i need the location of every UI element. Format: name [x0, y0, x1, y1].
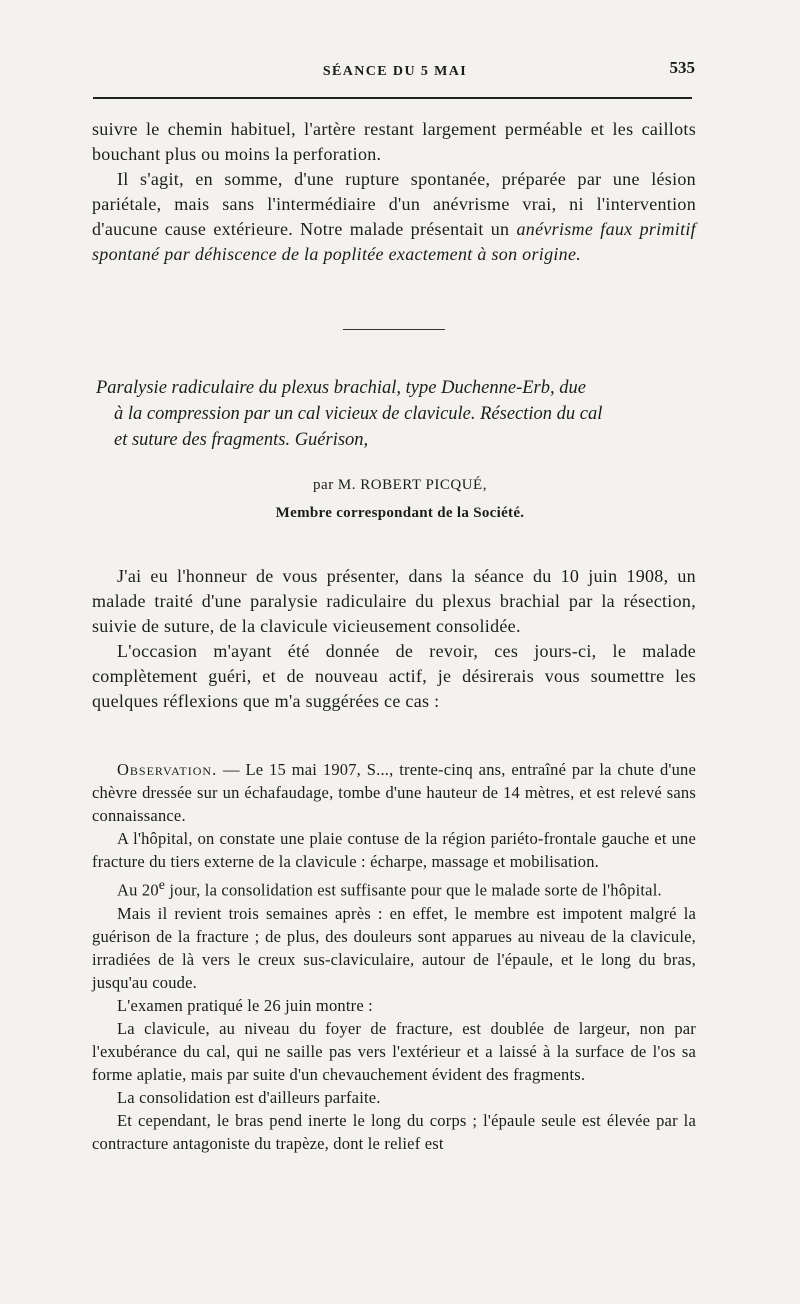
- article-title-line-1: Paralysie radiculaire du plexus brachial, type Duchenne-Erb, due: [96, 378, 586, 398]
- article-title: [96, 375, 696, 453]
- article-title-line-3: et suture des fragments. Guérison,: [114, 430, 369, 450]
- observation-paragraph-8: Et cependant, le bras pend inerte le long du corps ; l'épaule seule est élevée par la contracture antagoniste du trapèze, dont le relief est: [92, 1110, 696, 1153]
- author-byline: par M. ROBERT PICQUÉ,: [313, 477, 487, 493]
- continuation-paragraph-1: suivre le chemin habituel, l'artère restant largement perméable et les caillots bouchant plus ou moins la perforation.: [92, 119, 696, 164]
- observation-paragraph-7: La consolidation est d'ailleurs parfaite.: [117, 1087, 381, 1107]
- observation-paragraph-1-text: — Le 15 mai 1907, S..., trente-cinq ans, entraîné par la chute d'une chèvre dressée sur un échafaudage, tombe d'une hauteur de 14 mètres, et est relevé sans connaissance.: [92, 760, 696, 825]
- running-title: SÉANCE DU 5 MAI: [322, 64, 468, 79]
- continuation-paragraph-2-italic: anévrisme faux primitif spontané par déhiscence de la poplitée exactement à son origine.: [92, 219, 696, 264]
- observation-paragraph-3-end: jour, la consolidation est suffisante pour que le malade sorte de l'hôpital.: [165, 880, 662, 900]
- continuation-text: [92, 117, 696, 267]
- observation-paragraph-4: Mais il revient trois semaines après : en effet, le membre est impotent malgré la guérison de la fracture ; de plus, des douleurs sont apparues au niveau de la clavicule, irradiées de là vers le creux sus-claviculaire, autour de l'épaule, et le long du bras, jusqu'au coude.: [92, 903, 696, 992]
- author-affiliation: Membre correspondant de la Société.: [275, 505, 525, 521]
- header-rule: [93, 97, 692, 99]
- article-title-line-2: à la compression par un cal vicieux de clavicule. Résection du cal: [114, 404, 603, 424]
- observation-paragraph-3-start: Au 20: [117, 880, 159, 900]
- observation-label: Observation.: [117, 760, 218, 779]
- observation-section: [92, 758, 696, 1155]
- article-body: [92, 564, 696, 714]
- running-head: [95, 58, 695, 88]
- observation-paragraph-6: La clavicule, au niveau du foyer de fracture, est doublée de largeur, non par l'exubérance du cal, qui ne saille pas vers l'extérieur et a laissé à la surface de l'os sa forme aplatie, mais par suite d'un chevauchement évident des fragments.: [92, 1018, 696, 1084]
- observation-paragraph-5: L'examen pratiqué le 26 juin montre :: [117, 995, 373, 1015]
- body-paragraph-2: L'occasion m'ayant été donnée de revoir, ces jours-ci, le malade complètement guéri, et de nouveau actif, je désirerais vous soumettre les quelques réflexions que m'a suggérées ce cas :: [92, 641, 696, 711]
- section-separator: [343, 329, 445, 330]
- observation-paragraph-1: [92, 758, 696, 827]
- continuation-paragraph-2-text: Il s'agit, en somme, d'une rupture spontanée, préparée par une lésion pariétale, mais sans l'intermédiaire d'un anévrisme vrai, ni l'intervention d'aucune cause extérieure. Notre malade présentait un: [92, 169, 696, 239]
- ordinal-superscript: e: [158, 877, 166, 892]
- continuation-paragraph-2: [92, 167, 696, 267]
- body-paragraph-1: J'ai eu l'honneur de vous présenter, dans la séance du 10 juin 1908, un malade traité d'une paralysie radiculaire du plexus brachial par la résection, suivie de suture, de la clavicule vicieusement consolidée.: [92, 566, 696, 636]
- observation-paragraph-2: A l'hôpital, on constate une plaie contuse de la région pariéto-frontale gauche et une fracture du tiers externe de la clavicule : écharpe, massage et mobilisation.: [92, 829, 696, 871]
- page-number: 535: [669, 58, 695, 77]
- observation-paragraph-3: [92, 873, 696, 902]
